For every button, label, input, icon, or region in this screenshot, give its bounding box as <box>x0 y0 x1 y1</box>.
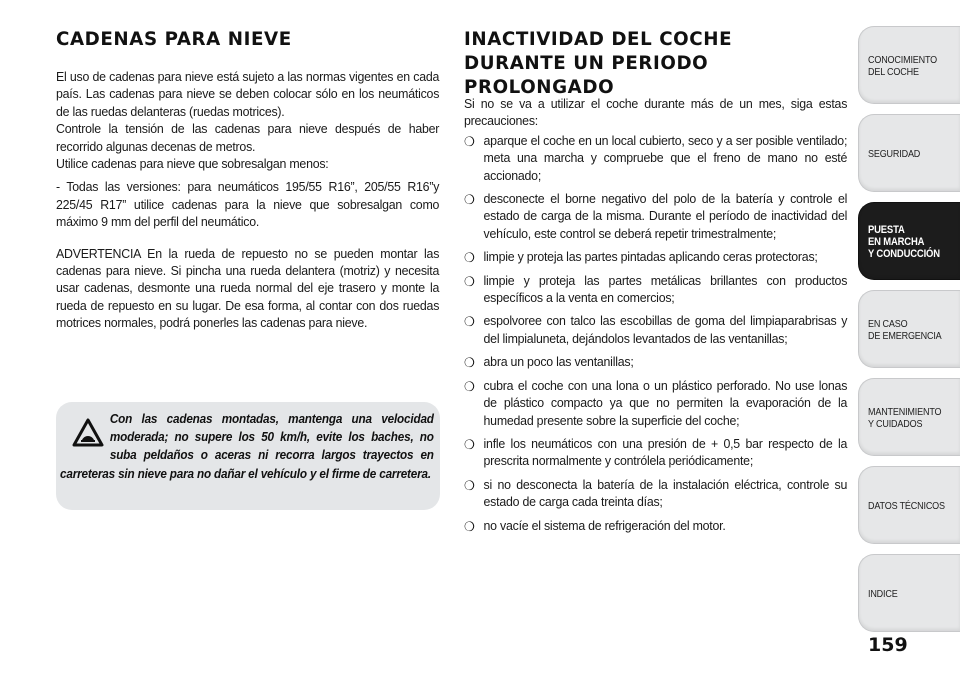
tab-label: MANTENIMIENTO Y CUIDADOS <box>868 406 942 430</box>
tab-label: INDICE <box>868 588 898 600</box>
list-item <box>464 435 847 470</box>
list-item-text: espolvoree con talco las escobillas de goma del limpiaparabrisas y del limpialuneta, dejándolos levantados de las ventanillas; <box>483 313 848 346</box>
bullet-circle-icon: ❍ <box>464 314 475 330</box>
bullet-circle-icon: ❍ <box>464 477 475 493</box>
bullet-circle-icon: ❍ <box>464 355 475 371</box>
paragraph: Utilice cadenas para nieve que sobresalgan menos: <box>56 156 329 172</box>
precautions-list <box>464 132 847 534</box>
warning-box <box>56 402 440 510</box>
tab-label: CONOCIMIENTO DEL COCHE <box>868 54 938 78</box>
list-item-text: no vacíe el sistema de refrigeración del motor. <box>483 517 726 533</box>
list-item <box>464 476 847 511</box>
bullet-circle-icon: ❍ <box>464 436 475 452</box>
tab-label: EN CASO DE EMERGENCIA <box>868 318 942 342</box>
tab-chapter-0[interactable] <box>858 26 960 104</box>
tab-chapter-6[interactable] <box>858 554 960 632</box>
bullet-circle-icon: ❍ <box>464 250 475 266</box>
left-column <box>56 0 440 677</box>
list-item-text: abra un poco las ventanillas; <box>483 354 634 370</box>
list-item <box>464 132 847 184</box>
tab-label: SEGURIDAD <box>868 148 921 160</box>
list-item <box>464 377 847 429</box>
warning-text: Con las cadenas montadas, mantenga una velocidad moderada; no supere los 50 km/h, evite los baches, no suba peldaños o aceras ni recorra largos trayectos en carreteras sin nieve para no dañar el vehículo y el firme de carretera. <box>60 411 434 481</box>
list-item <box>464 190 847 242</box>
paragraph: - Todas las versiones: para neumáticos 195/55 R16”, 205/55 R16”y 225/45 R17” utilice cadenas para la nieve que sobresalgan como máximo 9 mm del perfil del neumático. <box>56 179 440 230</box>
tab-chapter-5[interactable] <box>858 466 960 544</box>
warning-note-paragraph: ADVERTENCIA En la rueda de repuesto no se pueden montar las cadenas para nieve. Si pincha una rueda delantera (motriz) y necesita usar cadenas, desmonte una rueda normal del eje trasero y monte la rueda de repuesto en su lugar. De esa forma, al contar con dos ruedas motrices normales, podrá ponerles las cadenas para nieve. <box>56 245 440 331</box>
list-item <box>464 272 847 307</box>
right-column <box>464 0 850 677</box>
bullet-circle-icon: ❍ <box>464 133 475 149</box>
list-item-text: desconecte el borne negativo del polo de la batería y controle el estado de carga de la misma. Durante el período de inactividad del vehículo, este control se deberá repetir trimestralmente; <box>483 191 848 241</box>
tab-label: DATOS TÉCNICOS <box>868 500 945 512</box>
list-item-text: si no desconecta la batería de la instalación eléctrica, controle su estado de carga cada treinta días; <box>483 476 848 510</box>
snow-chains-text <box>56 68 439 332</box>
paragraph: Controle la tensión de las cadenas para nieve después de haber recorrido algunas decenas de metros. <box>56 121 440 154</box>
bullet-circle-icon: ❍ <box>464 273 475 289</box>
section-title-vehicle-inactivity: INACTIVIDAD DEL COCHE DURANTE UN PERIODO PROLONGADO <box>464 28 733 98</box>
warning-text-container <box>60 410 434 483</box>
bullet-circle-icon: ❍ <box>464 378 475 394</box>
list-item-text: aparque el coche en un local cubierto, seco y a ser posible ventilado; meta una marcha y compruebe que el freno de mano no esté accionado; <box>483 132 848 183</box>
tab-chapter-2[interactable] <box>858 202 960 280</box>
tab-chapter-4[interactable] <box>858 378 960 456</box>
inactivity-text <box>464 95 847 540</box>
tab-label: PUESTA EN MARCHA Y CONDUCCIÓN <box>868 224 940 260</box>
bullet-circle-icon: ❍ <box>464 192 475 208</box>
list-item-text: cubra el coche con una lona o un plástico perforado. No use lonas de plástico compacto ya que no permiten la evaporación de la humedad presente sobre la superficie del coche; <box>483 377 848 428</box>
list-item <box>464 353 847 370</box>
list-item-text: limpie y proteja las partes pintadas aplicando ceras protectoras; <box>483 249 818 265</box>
tab-chapter-3[interactable] <box>858 290 960 368</box>
section-title-snow-chains: CADENAS PARA NIEVE <box>56 28 292 50</box>
page-number: 159 <box>868 634 908 656</box>
list-item-text: infle los neumáticos con una presión de + 0,5 bar respecto de la prescrita normalmente y contrólela periódicamente; <box>483 435 848 469</box>
list-item-text: limpie y proteja las partes metálicas brillantes con productos específicos a la venta en comercios; <box>483 272 848 306</box>
tab-chapter-1[interactable] <box>858 114 960 192</box>
list-item <box>464 248 847 265</box>
bullet-circle-icon: ❍ <box>464 518 475 534</box>
paragraph: El uso de cadenas para nieve está sujeto a las normas vigentes en cada país. Las cadenas para nieve se deben colocar sólo en los neumáticos de las ruedas delanteras (ruedas motrices). <box>56 69 440 119</box>
list-item <box>464 517 847 534</box>
intro-paragraph: Si no se va a utilizar el coche durante más de un mes, siga estas precauciones: <box>464 96 848 129</box>
list-item <box>464 312 847 347</box>
